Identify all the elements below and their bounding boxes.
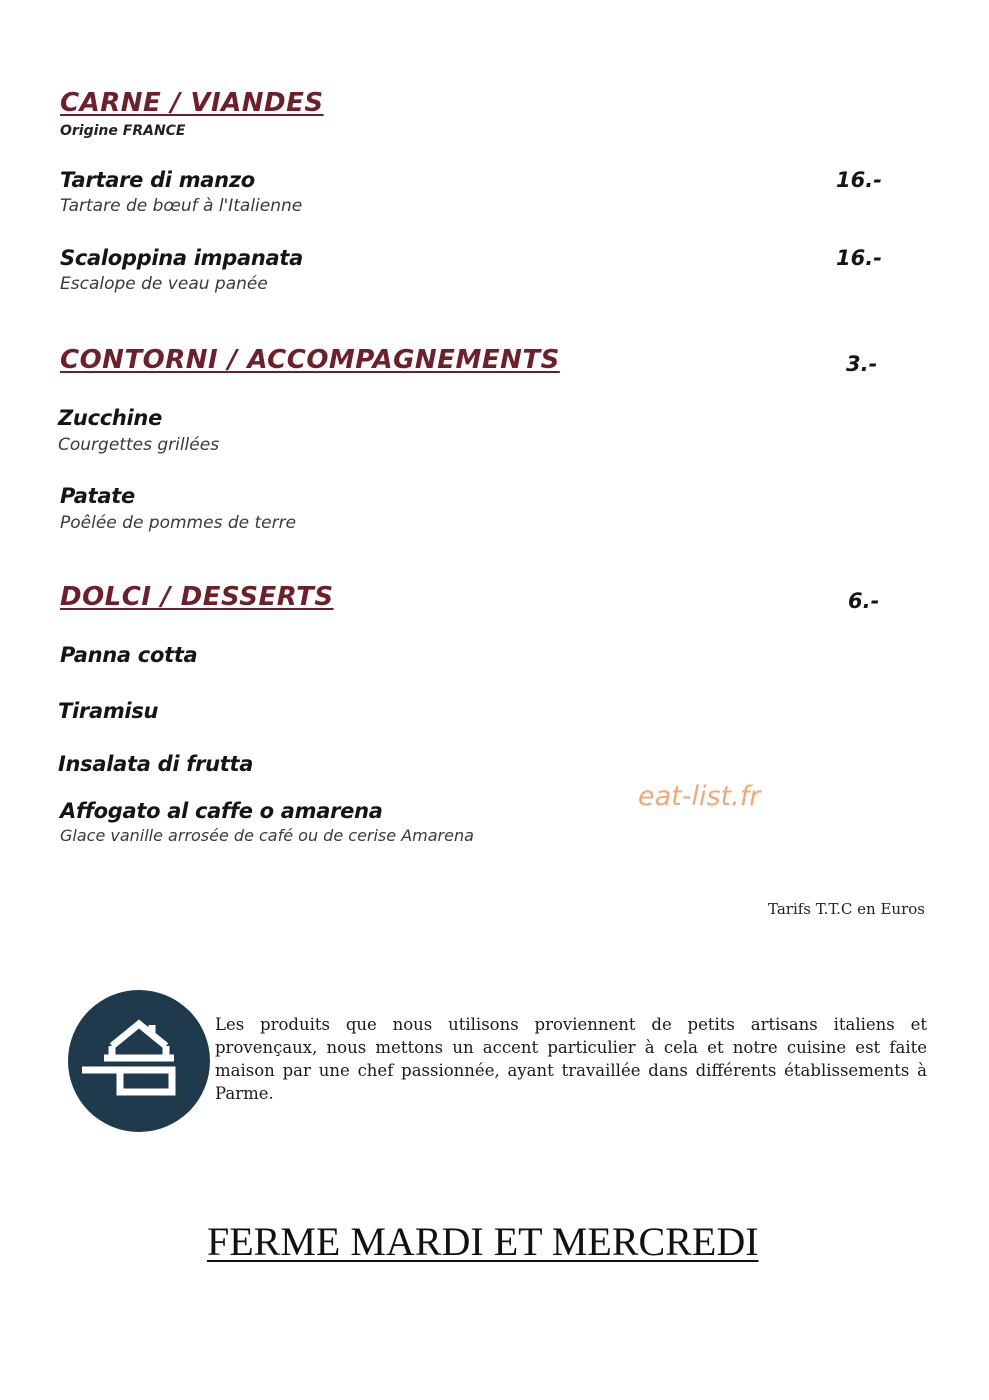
dish-price: 16.- [836,246,882,270]
dish-name: Tiramisu [58,699,159,723]
section-price: 6.- [848,589,880,613]
section-title-contorni: CONTORNI / ACCOMPAGNEMENTS [60,345,560,375]
fait-maison-logo [68,990,210,1132]
dish-description: Glace vanille arrosée de café ou de cerise Amarena [60,826,474,845]
dish-price: 16.- [836,168,882,192]
origin-note: Origine FRANCE [60,123,186,139]
dish-name: Tartare di manzo [60,168,255,192]
dish-description: Escalope de veau panée [60,274,268,294]
section-title-dolci: DOLCI / DESSERTS [60,582,334,612]
watermark: eat-list.fr [638,781,761,812]
fait-maison-house-icon [68,990,210,1132]
dish-description: Courgettes grillées [58,435,220,455]
tarifs-note: Tarifs T.T.C en Euros [768,900,925,918]
dish-description: Tartare de bœuf à l'Italienne [60,196,303,216]
dish-name: Panna cotta [60,643,198,667]
dish-name: Patate [60,484,135,508]
dish-name: Zucchine [58,406,163,430]
dish-name: Affogato al caffe o amarena [60,799,383,823]
section-title-carne: CARNE / VIANDES [60,88,324,118]
closing-days: FERME MARDI ET MERCREDI [207,1219,759,1264]
section-price: 3.- [846,352,878,376]
dish-name: Insalata di frutta [58,752,254,776]
dish-description: Poêlée de pommes de terre [60,513,297,533]
artisan-note: Les produits que nous utilisons proviennent de petits artisans italiens et provençaux, nous mettons un accent particulier à cela et notre cuisine est faite maison par une chef passionnée, ayant travaillée dans différents établissements à Parme. [215,1015,927,1103]
dish-name: Scaloppina impanata [60,246,303,270]
